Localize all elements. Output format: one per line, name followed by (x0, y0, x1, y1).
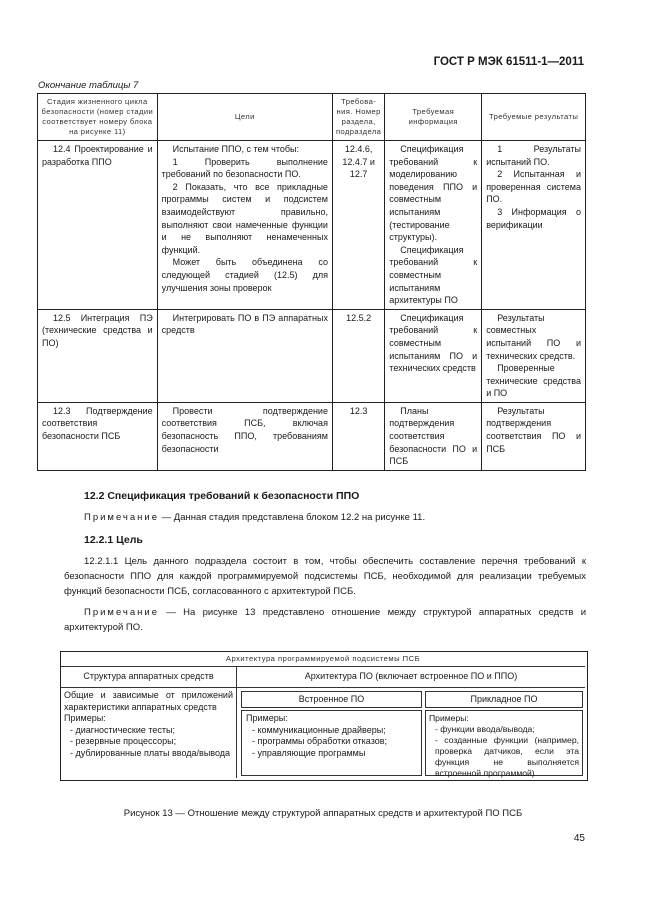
note-text: — На рисунке 13 представлено отношение между структурой аппаратных средств и архитектурой ПО. (64, 607, 586, 633)
table-row (38, 309, 586, 402)
cell-requirements: 12.5.2 (332, 309, 384, 402)
figure-13 (60, 651, 588, 781)
table-row (38, 141, 586, 310)
col-header-input: Требуемая информация (385, 94, 482, 141)
cell-stage: 12.4 Проектирование и разработка ППО (38, 141, 158, 310)
cell-output: 1 Результаты испытаний ПО. 2 Испытанная и проверенная система ПО. 3 Информация о верификации (482, 141, 586, 310)
list-item: - программы обработки отказов; (252, 736, 388, 746)
sw-title: Архитектура ПО (включает встроенное ПО и ППО) (237, 667, 585, 688)
hw-title: Структура аппаратных средств (61, 667, 237, 688)
hw-body: Общие и зависимые от приложений характеристики аппаратных средств Примеры: - диагностические тесты; - резервные процессоры; - дублированные платы ввода/вывода (61, 688, 237, 778)
cell-goals: Испытание ППО, с тем чтобы: 1 Проверить выполнение требований по безопасности ПО. 2 Показать, что все прикладные программы систем и подсистем взаимодействуют правильно, выполняют свои намеченные функции и не выполняют ненамеченных функций. Может быть объединена со следующей стадией (12.5) для улучшения зоны проверок (157, 141, 332, 310)
table-7 (37, 93, 586, 471)
cell-requirements: 12.4.6, 12.4.7 и 12.7 (332, 141, 384, 310)
cell-input: Планы подтверждения соответствия безопасности ПО и ПСБ (385, 402, 482, 470)
embedded-body: Примеры: - коммуникационные драйверы; - программы обработки отказов; - управляющие программы (241, 710, 422, 776)
embedded-title: Встроенное ПО (241, 691, 422, 708)
cell-stage: 12.5 Интеграция ПЭ (технические средства и ПО) (38, 309, 158, 402)
app-title: Прикладное ПО (425, 691, 583, 708)
paragraph-12-2-1-1: 12.2.1.1 Цель данного подраздела состоит в том, чтобы обеспечить составление перечня требований к безопасности ППО для каждой программируемой подсистемы ПСБ, необходимой для реализации требуемых функций безопасности ПСБ, согласованного с архитектурой ПСБ. (64, 556, 586, 597)
figure-caption: Рисунок 13 — Отношение между структурой аппаратных средств и архитектурой ПО ПСБ (123, 808, 523, 819)
list-item: - функции ввода/вывода; (435, 724, 535, 734)
col-header-goals: Цели (157, 94, 332, 141)
table-row (38, 402, 586, 470)
list-item: - созданные функции (например, проверка датчиков, если эта функция не выполняется встроенной программой) (435, 735, 579, 778)
cell-input: Спецификация требований к моделированию поведения ППО и совместным испытаниям (тестирование структуры). Спецификация требований к совместным испытаниям архитектуры ПО (385, 141, 482, 310)
table-continuation-label: Окончание таблицы 7 (38, 80, 139, 91)
cell-output: Результаты подтверждения соответствия ПО и ПСБ (482, 402, 586, 470)
figure-top-title: Архитектура программируемой подсистемы ПСБ (61, 652, 585, 667)
note-2 (64, 605, 586, 635)
list-item: - управляющие программы (252, 747, 366, 758)
note-1 (84, 512, 425, 523)
document-title: ГОСТ Р МЭК 61511-1—2011 (433, 56, 584, 68)
col-header-stage: Стадия жизненного цикла безопасности (номер стадии соответствует номеру блока на рисунке 11) (38, 94, 158, 141)
cell-input: Спецификация требований к совместным испытаниям ПО и технических средств (385, 309, 482, 402)
note-text: — Данная стадия представлена блоком 12.2 на рисунке 11. (159, 512, 426, 523)
table-header-row (38, 94, 586, 141)
cell-goals: Провести подтверждение соответствия ПСБ, включая безопасность ППО, требованиям безопасности (157, 402, 332, 470)
col-header-requirements: Требова-ния. Номер раздела, подраздела (332, 94, 384, 141)
cell-requirements: 12.3 (332, 402, 384, 470)
page-number: 45 (573, 833, 585, 844)
section-heading: 12.2 Спецификация требований к безопасности ППО (84, 490, 360, 502)
note-label: Примечание (84, 607, 159, 618)
cell-stage: 12.3 Подтверждение соответствия безопасности ПСБ (38, 402, 158, 470)
subsection-heading: 12.2.1 Цель (84, 534, 143, 546)
list-item: - диагностические тесты; (70, 724, 175, 735)
cell-output: Результаты совместных испытаний ПО и технических средств. Проверенные технические средства и ПО (482, 309, 586, 402)
col-header-output: Требуемые результаты (482, 94, 586, 141)
list-item: - резервные процессоры; (70, 736, 177, 746)
list-item: - коммуникационные драйверы; (252, 724, 386, 735)
list-item: - дублированные платы ввода/вывода (70, 747, 231, 758)
app-body: Примеры: - функции ввода/вывода; - созданные функции (например, проверка датчиков, если эта функция не выполняется встроенной программой) (425, 710, 583, 776)
cell-goals: Интегрировать ПО в ПЭ аппаратных средств (157, 309, 332, 402)
note-label: Примечание (84, 512, 159, 523)
